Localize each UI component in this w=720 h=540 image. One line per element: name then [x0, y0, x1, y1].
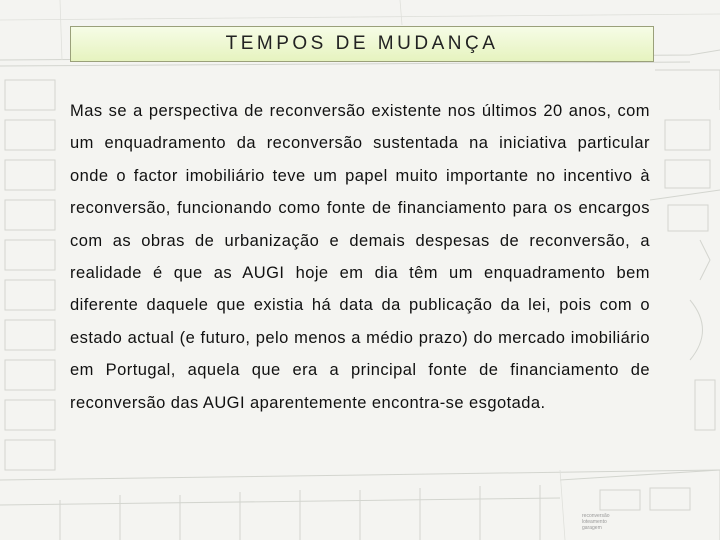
- body-paragraph: Mas se a perspectiva de reconversão existente nos últimos 20 anos, com um enquadramento da reconversão sustentada na iniciativa particular onde o factor imobiliário teve um papel muito importante no incentivo à reconversão, funcionando como fonte de financiamento para os encargos com as obras de urbanização e demais despesas de reconversão, a realidade é que as AUGI hoje em dia têm um enquadramento bem diferente daquele que existia há data da publicação da lei, pois com o estado actual (e futuro, pelo menos a médio prazo) do mercado imobiliário em Portugal, aquela que era a principal fonte de financiamento de reconversão das AUGI aparentemente encontra-se esgotada.: [70, 102, 650, 412]
- title-box: [70, 26, 654, 62]
- slide-title: TEMPOS DE MUDANÇA: [225, 33, 499, 54]
- legend-line: loteamento: [582, 519, 607, 525]
- legend-line: garagem: [582, 525, 602, 531]
- plan-legend: [582, 513, 642, 531]
- legend-line: reconversão: [582, 513, 610, 519]
